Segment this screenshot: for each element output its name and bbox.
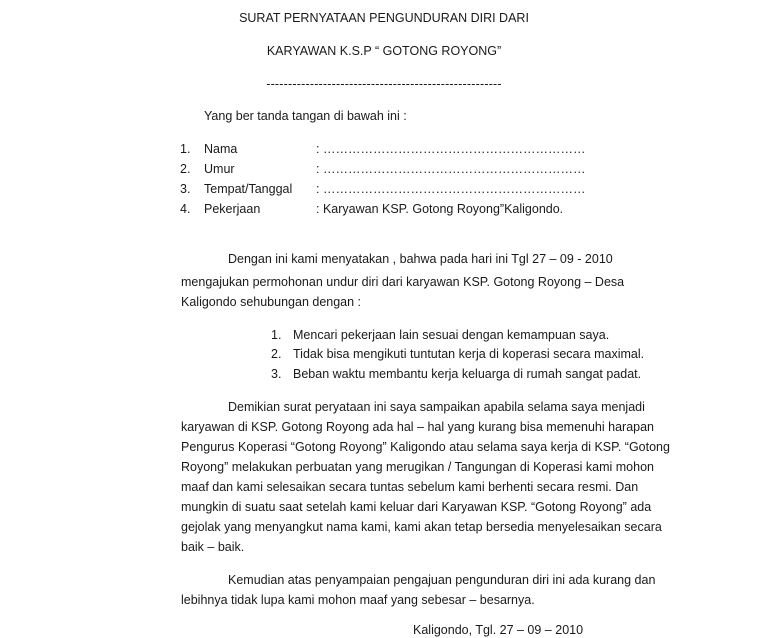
reason-number: 3. (271, 367, 282, 381)
paragraph2-line: Royong” melakukan perbuatan yang merugikan / Tangungan di Koperasi kami mohon (181, 460, 654, 474)
paragraph2-line: Pengurus Koperasi “Gotong Royong” Kaligondo atau selama saya kerja di KSP. “Gotong (181, 440, 670, 454)
intro-text: Yang ber tanda tangan di bawah ini : (204, 109, 407, 123)
paragraph3-line: Kemudian atas penyampaian pengajuan pengunduran diri ini ada kurang dan (228, 573, 656, 587)
reason-text: Tidak bisa mengikuti tuntutan kerja di koperasi secara maximal. (293, 347, 645, 361)
field-label-nama: Nama (204, 142, 238, 156)
paragraph2-line: mungkin di suatu saat setelah kami keluar dari Karyawan KSP. “Gotong Royong” ada (181, 500, 652, 514)
field-value-tempat-tanggal: : ……………………………………………………… (316, 182, 586, 196)
reason-number: 2. (271, 347, 282, 361)
paragraph2-line: gejolak yang menyangkut nama kami, kami akan tetap bersedia menyelesaikan secara (181, 520, 662, 534)
letter-title-line1: SURAT PERNYATAAN PENGUNDURAN DIRI DARI (239, 11, 529, 25)
field-number: 4. (180, 202, 191, 216)
paragraph2-line: maaf dan kami selesaikan secara tuntas sebelum kami berhenti secara resmi. Dan (181, 480, 639, 494)
paragraph1-line: mengajukan permohonan undur diri dari karyawan KSP. Gotong Royong – Desa (181, 275, 625, 289)
field-label-pekerjaan: Pekerjaan (204, 202, 261, 216)
field-value-nama: : ……………………………………………………… (316, 142, 586, 156)
reason-text: Beban waktu membantu kerja keluarga di rumah sangat padat. (293, 367, 642, 381)
field-label-umur: Umur (204, 162, 235, 176)
paragraph2-line: Demikian surat peryataan ini saya sampaikan apabila selama saya menjadi (228, 400, 645, 414)
field-value-pekerjaan: : Karyawan KSP. Gotong Royong”Kaligondo. (316, 202, 564, 216)
reason-text: Mencari pekerjaan lain sesuai dengan kemampuan saya. (293, 328, 610, 342)
field-value-umur: : ……………………………………………………… (316, 162, 586, 176)
letter-title-line2: KARYAWAN K.S.P “ GOTONG ROYONG” (266, 44, 502, 58)
paragraph1-line: Kaligondo sehubungan dengan : (181, 295, 362, 309)
field-label-tempat-tanggal: Tempat/Tanggal (204, 182, 293, 196)
title-divider: ------------------------------------------------------ (266, 77, 502, 91)
paragraph2-line: baik – baik. (181, 540, 245, 554)
paragraph2-line: karyawan di KSP. Gotong Royong ada hal – hal yang kurang bisa memenuhi harapan (181, 420, 654, 434)
field-number: 1. (180, 142, 191, 156)
closing-place-date: Kaligondo, Tgl. 27 – 09 – 2010 (413, 623, 584, 637)
field-number: 3. (180, 182, 191, 196)
paragraph3-line: lebihnya tidak lupa kami mohon maaf yang sebesar – besarnya. (181, 593, 535, 607)
field-number: 2. (180, 162, 191, 176)
reason-number: 1. (271, 328, 282, 342)
paragraph1-line: Dengan ini kami menyatakan , bahwa pada hari ini Tgl 27 – 09 - 2010 (228, 252, 613, 266)
